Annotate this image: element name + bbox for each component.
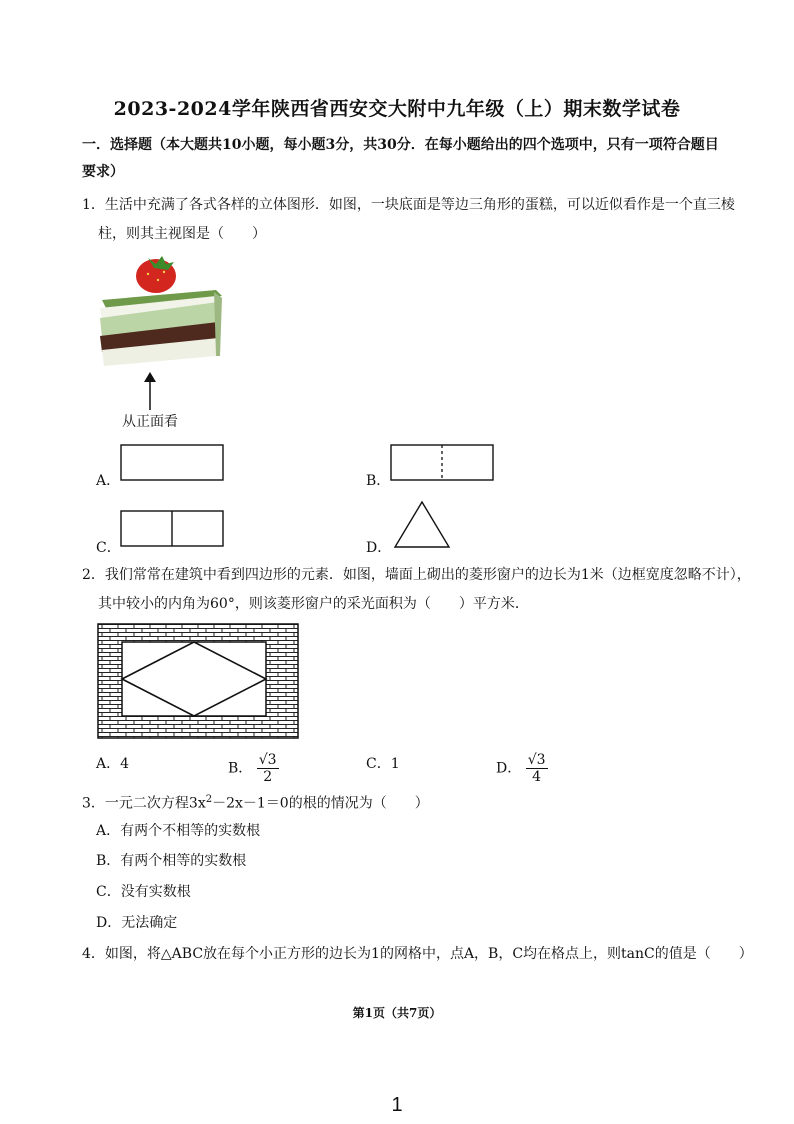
- q2-option-a: A．4: [96, 756, 130, 772]
- q3-stem-a: 3．一元二次方程3x: [82, 795, 206, 812]
- q2-option-d-label: D．: [496, 760, 522, 777]
- q2-option-d-fraction: [526, 752, 548, 785]
- q2-option-b-denominator: 2: [263, 769, 273, 785]
- question-2-text-cont: 其中较小的内角为60°，则该菱形窗户的采光面积为（ ）平方米．: [98, 596, 529, 612]
- option-c-label: C．: [96, 540, 121, 556]
- page-title: 2023-2024学年陕西省西安交大附中九年级（上）期末数学试卷: [113, 98, 681, 120]
- q2-option-b: [228, 752, 279, 785]
- q2-option-d: [496, 752, 548, 785]
- q2-option-d-denominator: 4: [532, 769, 542, 785]
- option-d-figure: [392, 500, 452, 550]
- q3-option-b: B．有两个相等的实数根: [96, 853, 247, 869]
- q3-option-d: D．无法确定: [96, 915, 178, 931]
- option-b-label: B．: [366, 473, 391, 489]
- q2-option-d-numerator: √3: [527, 752, 546, 768]
- option-b-figure: [390, 444, 494, 482]
- arrow-up-icon: [140, 372, 160, 410]
- question-2-text: 2．我们常常在建筑中看到四边形的元素．如图，墙面上砌出的菱形窗户的边长为1米（边框宽度忽略不计），: [82, 567, 751, 583]
- q3-option-c: C．没有实数根: [96, 884, 191, 900]
- option-d-label: D．: [366, 540, 392, 556]
- question-1-text: 1．生活中充满了各式各样的立体图形．如图，一块底面是等边三角形的蛋糕，可以近似看作是一个直三棱: [82, 197, 735, 213]
- option-a-figure: [120, 444, 224, 482]
- page-number: 1: [391, 1094, 403, 1116]
- cake-illustration: [96, 252, 226, 382]
- q3-exponent: 2: [205, 794, 213, 805]
- question-4-text: 4．如图，将△ABC放在每个小正方形的边长为1的网格中，点A，B，C均在格点上，则tanC的值是（ ）: [82, 946, 753, 962]
- q2-option-b-numerator: √3: [258, 752, 277, 768]
- page-footer: 第1页（共7页）: [352, 1006, 442, 1020]
- section-heading: 一．选择题（本大题共10小题，每小题3分，共30分．在每小题给出的四个选项中，只有一项符合题目: [82, 137, 719, 153]
- q3-option-a: A．有两个不相等的实数根: [96, 823, 261, 839]
- option-a-label: A．: [96, 473, 121, 489]
- q2-option-b-fraction: [257, 752, 279, 785]
- q2-option-b-label: B．: [228, 760, 253, 777]
- q2-option-c: C．1: [366, 756, 400, 772]
- section-heading-cont: 要求）: [82, 164, 124, 180]
- brick-wall-window: [98, 624, 298, 738]
- option-c-figure: [120, 510, 224, 548]
- q3-stem-b: －2x－1＝0的根的情况为（ ）: [212, 795, 429, 812]
- question-3-text: [82, 790, 429, 814]
- view-label: 从正面看: [122, 414, 178, 430]
- question-1-text-cont: 柱，则其主视图是（ ）: [98, 226, 266, 242]
